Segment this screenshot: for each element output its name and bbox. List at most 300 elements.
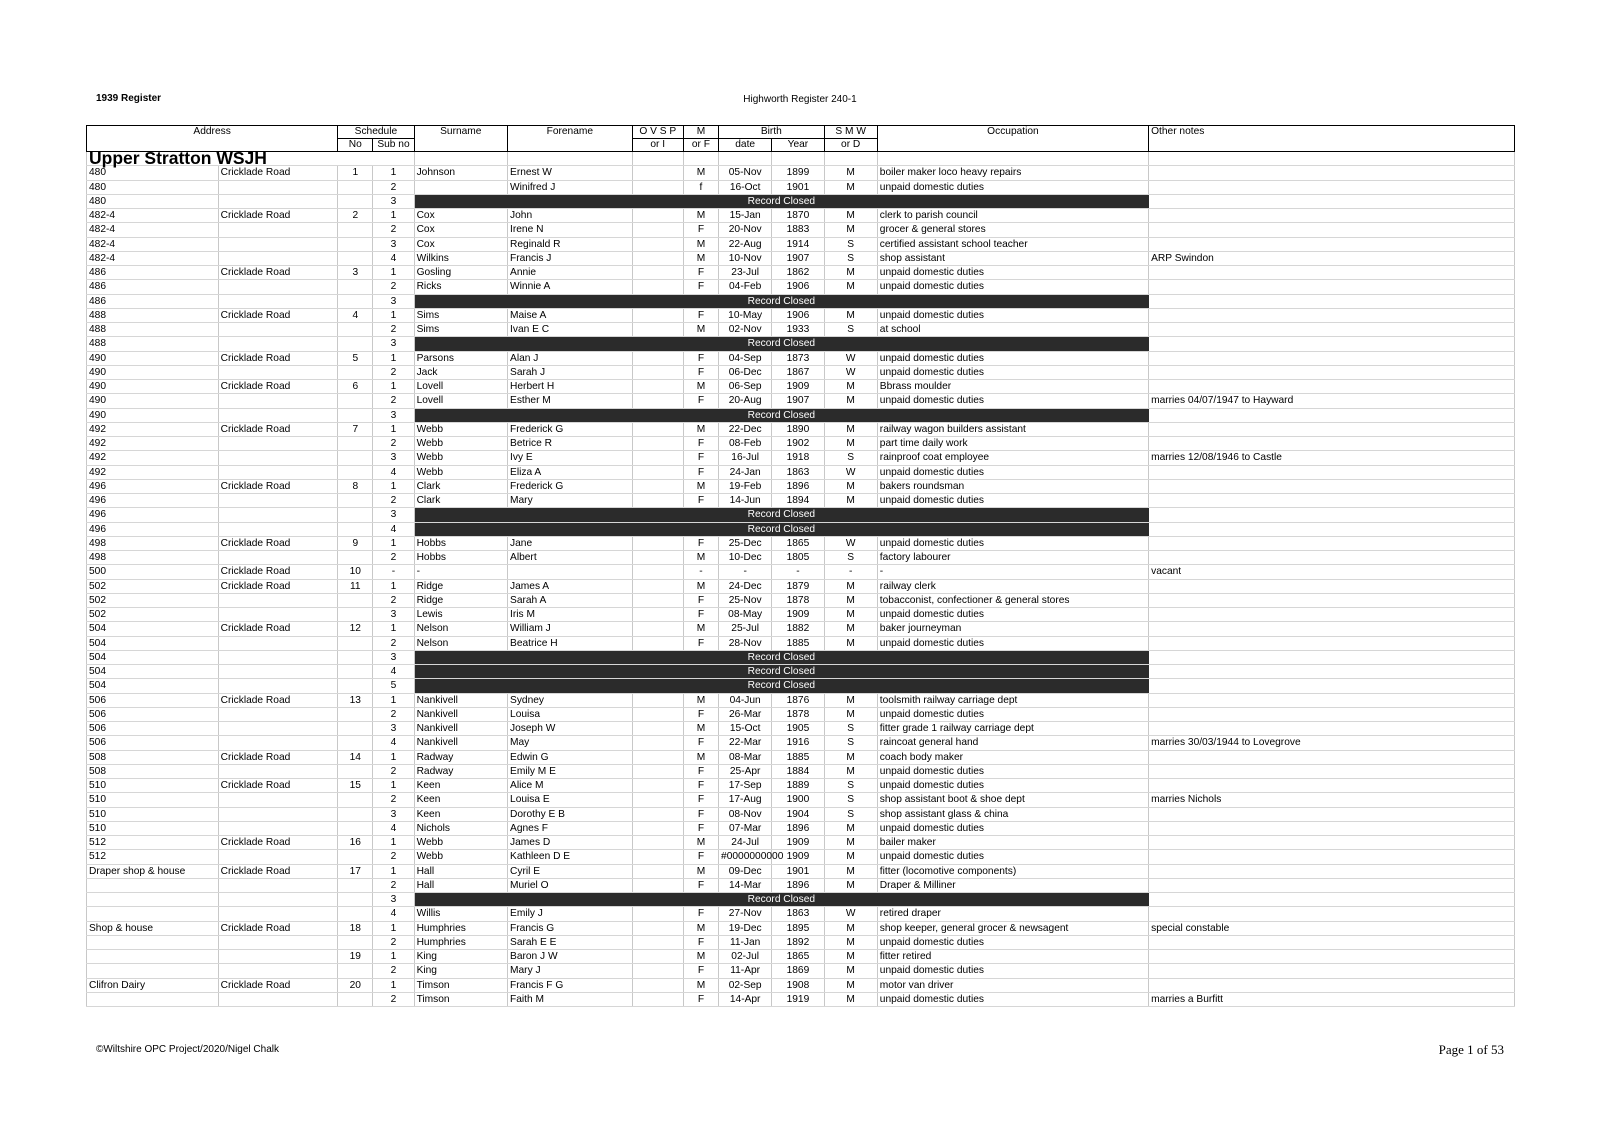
table-cell: Webb: [414, 836, 507, 850]
table-cell: 02-Nov: [719, 323, 772, 337]
table-cell: 1863: [772, 907, 824, 921]
table-cell: 504: [87, 636, 219, 650]
table-cell: 1906: [772, 308, 824, 322]
table-cell: Emily J: [508, 907, 633, 921]
table-cell: [632, 622, 683, 636]
table-cell: 3: [373, 508, 414, 522]
table-cell: M: [824, 864, 877, 878]
table-cell: W: [824, 536, 877, 550]
table-cell: M: [824, 437, 877, 451]
table-cell: 482-4: [87, 251, 219, 265]
table-cell: M: [824, 579, 877, 593]
table-cell: -: [772, 565, 824, 579]
table-cell: [338, 593, 373, 607]
section-row: [87, 152, 1515, 166]
table-cell: [632, 451, 683, 465]
table-cell: Nankivell: [414, 707, 507, 721]
record-closed-banner: Record Closed: [414, 508, 1149, 522]
table-cell: [1149, 878, 1515, 892]
table-cell: Dorothy E B: [508, 807, 633, 821]
table-cell: 498: [87, 536, 219, 550]
table-cell: 3: [373, 237, 414, 251]
table-cell: [338, 294, 373, 308]
table-cell: Webb: [414, 422, 507, 436]
table-cell: [338, 551, 373, 565]
table-cell: [632, 779, 683, 793]
table-cell: coach body maker: [877, 750, 1148, 764]
record-closed-banner: Record Closed: [414, 408, 1149, 422]
table-cell: [87, 964, 219, 978]
table-cell: May: [508, 736, 633, 750]
table-cell: [632, 593, 683, 607]
table-cell: [218, 522, 338, 536]
table-cell: 512: [87, 836, 219, 850]
table-cell: 490: [87, 408, 219, 422]
table-cell: 20-Nov: [719, 223, 772, 237]
table-cell: Hall: [414, 878, 507, 892]
table-row: [87, 665, 1515, 679]
table-cell: [338, 707, 373, 721]
table-cell: 17-Sep: [719, 779, 772, 793]
table-cell: 496: [87, 494, 219, 508]
table-cell: 1896: [772, 479, 824, 493]
table-cell: 5: [338, 351, 373, 365]
table-cell: Nichols: [414, 821, 507, 835]
table-cell: 1882: [772, 622, 824, 636]
table-row: [87, 807, 1515, 821]
table-cell: Keen: [414, 779, 507, 793]
table-cell: [1149, 308, 1515, 322]
table-cell: [338, 964, 373, 978]
table-cell: 3: [373, 451, 414, 465]
table-cell: [508, 565, 633, 579]
table-cell: unpaid domestic duties: [877, 365, 1148, 379]
table-cell: [632, 266, 683, 280]
table-cell: M: [683, 551, 718, 565]
table-row: [87, 864, 1515, 878]
table-cell: [338, 522, 373, 536]
table-cell: 1904: [772, 807, 824, 821]
table-cell: M: [683, 237, 718, 251]
table-cell: 3: [338, 266, 373, 280]
table-cell: 2: [373, 593, 414, 607]
table-cell: King: [414, 950, 507, 964]
table-cell: [338, 935, 373, 949]
table-cell: [1149, 636, 1515, 650]
table-cell: Cricklade Road: [218, 565, 338, 579]
table-cell: tobacconist, confectioner & general stores: [877, 593, 1148, 607]
table-cell: 1883: [772, 223, 824, 237]
table-cell: part time daily work: [877, 437, 1148, 451]
table-cell: [338, 437, 373, 451]
table-cell: Cricklade Road: [218, 579, 338, 593]
table-cell: F: [683, 935, 718, 949]
table-cell: M: [824, 821, 877, 835]
table-row: [87, 380, 1515, 394]
table-cell: 5: [373, 679, 414, 693]
table-row: [87, 365, 1515, 379]
table-cell: [632, 251, 683, 265]
table-cell: Louisa: [508, 707, 633, 721]
table-cell: 4: [373, 907, 414, 921]
table-cell: 502: [87, 608, 219, 622]
table-row: [87, 479, 1515, 493]
table-cell: 1: [373, 579, 414, 593]
table-cell: 502: [87, 593, 219, 607]
table-row: [87, 793, 1515, 807]
table-cell: [338, 992, 373, 1006]
table-cell: 24-Jan: [719, 465, 772, 479]
table-row: [87, 437, 1515, 451]
table-cell: Nankivell: [414, 693, 507, 707]
table-cell: Cricklade Road: [218, 750, 338, 764]
table-cell: 17-Aug: [719, 793, 772, 807]
table-cell: 2: [373, 793, 414, 807]
table-cell: 1: [373, 209, 414, 223]
table-cell: Sims: [414, 323, 507, 337]
table-cell: unpaid domestic duties: [877, 850, 1148, 864]
table-cell: Johnson: [414, 166, 507, 180]
col-occupation: Occupation: [877, 126, 1148, 152]
table-cell: 1909: [772, 380, 824, 394]
table-cell: [632, 223, 683, 237]
table-cell: [1149, 579, 1515, 593]
table-cell: Radway: [414, 764, 507, 778]
table-cell: M: [824, 978, 877, 992]
table-cell: 486: [87, 280, 219, 294]
col-birth: Birth: [719, 126, 825, 139]
table-cell: F: [683, 878, 718, 892]
record-closed-banner: Record Closed: [414, 650, 1149, 664]
table-cell: F: [683, 779, 718, 793]
table-cell: 1805: [772, 551, 824, 565]
table-cell: F: [683, 494, 718, 508]
table-cell: retired draper: [877, 907, 1148, 921]
table-cell: Nelson: [414, 622, 507, 636]
table-cell: [632, 579, 683, 593]
table-cell: 2: [373, 180, 414, 194]
table-cell: Webb: [414, 850, 507, 864]
table-cell: Francis J: [508, 251, 633, 265]
table-cell: at school: [877, 323, 1148, 337]
table-cell: 480: [87, 180, 219, 194]
table-cell: 2: [373, 394, 414, 408]
table-cell: Cricklade Road: [218, 921, 338, 935]
table-cell: Clark: [414, 479, 507, 493]
table-cell: Alan J: [508, 351, 633, 365]
table-cell: 4: [373, 821, 414, 835]
table-row: [87, 693, 1515, 707]
table-cell: S: [824, 551, 877, 565]
table-cell: M: [824, 935, 877, 949]
table-cell: 11-Jan: [719, 935, 772, 949]
table-cell: W: [824, 465, 877, 479]
table-cell: Agnes F: [508, 821, 633, 835]
table-cell: Shop & house: [87, 921, 219, 935]
table-cell: [632, 764, 683, 778]
table-cell: Frederick G: [508, 422, 633, 436]
table-row: [87, 736, 1515, 750]
table-cell: [1149, 707, 1515, 721]
table-cell: [632, 750, 683, 764]
table-cell: [218, 551, 338, 565]
table-cell: Clark: [414, 494, 507, 508]
table-cell: 1907: [772, 394, 824, 408]
table-cell: F: [683, 907, 718, 921]
table-cell: Cricklade Road: [218, 836, 338, 850]
table-cell: Sydney: [508, 693, 633, 707]
table-cell: 15-Jan: [719, 209, 772, 223]
table-cell: 502: [87, 579, 219, 593]
table-cell: 08-Mar: [719, 750, 772, 764]
table-cell: [338, 194, 373, 208]
table-cell: Alice M: [508, 779, 633, 793]
table-row: [87, 394, 1515, 408]
table-cell: [1149, 850, 1515, 864]
table-cell: M: [824, 878, 877, 892]
table-row: [87, 764, 1515, 778]
table-cell: 504: [87, 665, 219, 679]
table-cell: 1916: [772, 736, 824, 750]
table-row: [87, 935, 1515, 949]
table-cell: 1878: [772, 707, 824, 721]
table-cell: S: [824, 323, 877, 337]
copyright-footer: ©Wiltshire OPC Project/2020/Nigel Chalk: [96, 1044, 279, 1055]
table-cell: Winnie A: [508, 280, 633, 294]
table-cell: Cyril E: [508, 864, 633, 878]
table-cell: [632, 707, 683, 721]
table-row: [87, 679, 1515, 693]
table-cell: [87, 893, 219, 907]
table-cell: clerk to parish council: [877, 209, 1148, 223]
table-cell: [632, 494, 683, 508]
table-header: [87, 126, 1515, 152]
table-cell: [1149, 180, 1515, 194]
table-cell: M: [824, 422, 877, 436]
table-cell: unpaid domestic duties: [877, 494, 1148, 508]
table-row: [87, 921, 1515, 935]
table-cell: Timson: [414, 992, 507, 1006]
table-cell: marries Nichols: [1149, 793, 1515, 807]
table-cell: marries 30/03/1944 to Lovegrove: [1149, 736, 1515, 750]
table-cell: 492: [87, 422, 219, 436]
table-cell: -: [414, 565, 507, 579]
table-cell: 3: [373, 893, 414, 907]
table-cell: 1895: [772, 921, 824, 935]
table-cell: M: [683, 479, 718, 493]
register-table: [86, 125, 1515, 1007]
table-cell: [632, 935, 683, 949]
table-cell: [632, 422, 683, 436]
table-cell: Nankivell: [414, 722, 507, 736]
table-cell: unpaid domestic duties: [877, 266, 1148, 280]
table-cell: [1149, 807, 1515, 821]
table-cell: Cricklade Road: [218, 209, 338, 223]
table-cell: 14-Jun: [719, 494, 772, 508]
table-cell: [338, 180, 373, 194]
table-cell: 1899: [772, 166, 824, 180]
table-cell: S: [824, 807, 877, 821]
table-cell: Willis: [414, 907, 507, 921]
table-cell: [632, 693, 683, 707]
table-cell: shop assistant: [877, 251, 1148, 265]
table-cell: bailer maker: [877, 836, 1148, 850]
table-cell: 3: [373, 650, 414, 664]
table-row: [87, 821, 1515, 835]
table-cell: motor van driver: [877, 978, 1148, 992]
table-cell: 2: [373, 878, 414, 892]
table-cell: Webb: [414, 465, 507, 479]
table-cell: f: [683, 180, 718, 194]
table-cell: Kathleen D E: [508, 850, 633, 864]
table-cell: 20-Aug: [719, 394, 772, 408]
table-cell: [218, 665, 338, 679]
table-cell: F: [683, 280, 718, 294]
table-cell: Gosling: [414, 266, 507, 280]
table-cell: Iris M: [508, 608, 633, 622]
table-cell: bakers roundsman: [877, 479, 1148, 493]
table-cell: Humphries: [414, 935, 507, 949]
table-row: [87, 223, 1515, 237]
table-cell: [218, 807, 338, 821]
table-cell: 506: [87, 693, 219, 707]
table-cell: [632, 978, 683, 992]
table-cell: S: [824, 793, 877, 807]
table-cell: [218, 950, 338, 964]
table-cell: 496: [87, 508, 219, 522]
table-cell: F: [683, 365, 718, 379]
table-cell: 508: [87, 764, 219, 778]
table-cell: Edwin G: [508, 750, 633, 764]
table-cell: M: [824, 223, 877, 237]
table-cell: 16-Oct: [719, 180, 772, 194]
table-cell: 1: [373, 308, 414, 322]
table-cell: [1149, 750, 1515, 764]
table-cell: 488: [87, 337, 219, 351]
table-cell: 510: [87, 779, 219, 793]
table-cell: M: [683, 323, 718, 337]
table-cell: [632, 636, 683, 650]
table-cell: F: [683, 608, 718, 622]
table-row: [87, 992, 1515, 1006]
table-cell: F: [683, 764, 718, 778]
table-cell: [1149, 622, 1515, 636]
table-cell: [632, 821, 683, 835]
table-cell: M: [824, 707, 877, 721]
record-closed-banner: Record Closed: [414, 665, 1149, 679]
table-cell: [218, 679, 338, 693]
table-row: [87, 266, 1515, 280]
table-cell: 512: [87, 850, 219, 864]
table-cell: Jack: [414, 365, 507, 379]
table-cell: 492: [87, 451, 219, 465]
table-cell: [218, 394, 338, 408]
table-cell: unpaid domestic duties: [877, 308, 1148, 322]
table-cell: [1149, 836, 1515, 850]
table-row: [87, 593, 1515, 607]
table-cell: M: [824, 636, 877, 650]
table-cell: Faith M: [508, 992, 633, 1006]
table-cell: 2: [373, 551, 414, 565]
table-cell: [632, 608, 683, 622]
table-cell: [1149, 437, 1515, 451]
table-cell: baker journeyman: [877, 622, 1148, 636]
table-cell: 1909: [772, 608, 824, 622]
table-cell: [218, 850, 338, 864]
table-cell: [632, 394, 683, 408]
col-sched-no: No: [338, 139, 373, 152]
table-cell: Cricklade Road: [218, 622, 338, 636]
table-cell: Mary J: [508, 964, 633, 978]
table-cell: M: [683, 950, 718, 964]
table-cell: Cricklade Road: [218, 351, 338, 365]
table-cell: 486: [87, 294, 219, 308]
table-cell: 508: [87, 750, 219, 764]
table-cell: [1149, 194, 1515, 208]
record-closed-banner: Record Closed: [414, 893, 1149, 907]
table-cell: [218, 878, 338, 892]
table-cell: [1149, 465, 1515, 479]
table-cell: 04-Jun: [719, 693, 772, 707]
table-cell: 1901: [772, 864, 824, 878]
table-cell: [1149, 779, 1515, 793]
table-cell: M: [824, 992, 877, 1006]
table-cell: [338, 237, 373, 251]
table-cell: fitter retired: [877, 950, 1148, 964]
table-cell: F: [683, 465, 718, 479]
table-cell: M: [824, 764, 877, 778]
table-cell: 1: [373, 750, 414, 764]
table-cell: vacant: [1149, 565, 1515, 579]
table-cell: Radway: [414, 750, 507, 764]
table-cell: 14-Mar: [719, 878, 772, 892]
table-cell: King: [414, 964, 507, 978]
table-cell: 15-Oct: [719, 722, 772, 736]
table-cell: M: [683, 921, 718, 935]
table-cell: 492: [87, 437, 219, 451]
table-cell: 480: [87, 194, 219, 208]
table-cell: Nelson: [414, 636, 507, 650]
table-cell: F: [683, 850, 718, 864]
table-cell: [1149, 337, 1515, 351]
table-cell: Herbert H: [508, 380, 633, 394]
table-cell: 18: [338, 921, 373, 935]
table-cell: F: [683, 636, 718, 650]
table-cell: [1149, 608, 1515, 622]
table-cell: 04-Sep: [719, 351, 772, 365]
table-cell: 2: [373, 494, 414, 508]
table-row: [87, 878, 1515, 892]
table-cell: 08-Nov: [719, 807, 772, 821]
table-cell: [632, 736, 683, 750]
table-cell: 1: [373, 978, 414, 992]
table-cell: -: [719, 565, 772, 579]
table-cell: certified assistant school teacher: [877, 237, 1148, 251]
table-row: [87, 494, 1515, 508]
table-cell: 1: [373, 622, 414, 636]
table-cell: S: [824, 779, 877, 793]
table-cell: 25-Jul: [719, 622, 772, 636]
table-cell: unpaid domestic duties: [877, 821, 1148, 835]
table-body: [87, 148, 1515, 1007]
table-cell: shop keeper, general grocer & newsagent: [877, 921, 1148, 935]
table-row: [87, 194, 1515, 208]
table-cell: [1149, 693, 1515, 707]
table-cell: [218, 494, 338, 508]
table-cell: M: [824, 608, 877, 622]
table-cell: [218, 907, 338, 921]
table-cell: 26-Mar: [719, 707, 772, 721]
